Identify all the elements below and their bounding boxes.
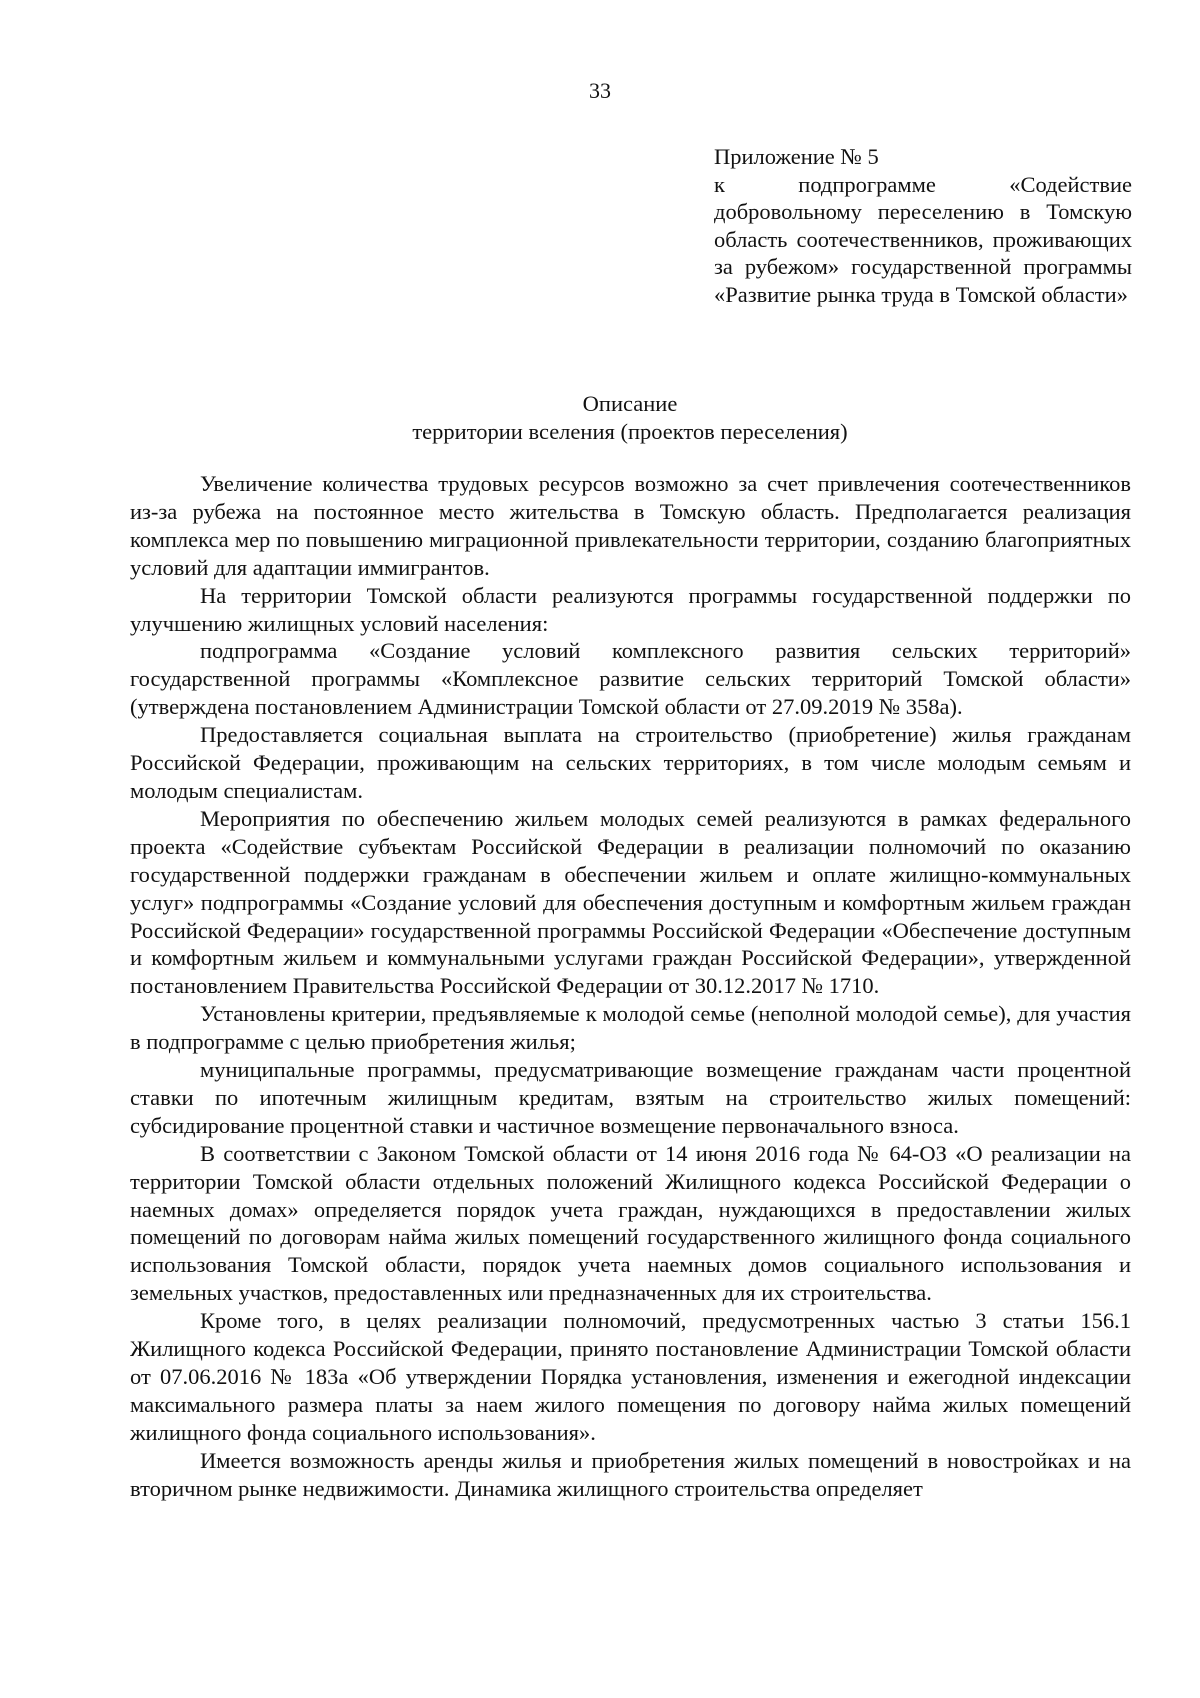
- paragraph: На территории Томской области реализуются программы государственной поддержки по улучшению жилищных условий населения:: [130, 582, 1131, 636]
- paragraph: муниципальные программы, предусматривающие возмещение гражданам части процентной ставки по ипотечным жилищным кредитам, взятым на строительство жилых помещений: субсидирование процентной ставки и частичное возмещение первоначального взноса.: [130, 1057, 1131, 1138]
- paragraph: Установлены критерии, предъявляемые к молодой семье (неполной молодой семье), для участия в подпрограмме с целью приобретения жилья;: [130, 1001, 1131, 1055]
- paragraph: В соответствии с Законом Томской области от 14 июня 2016 года № 64-ОЗ «О реализации на территории Томской области отдельных положений Жилищного кодекса Российской Федерации о наемных домах» определяется порядок учета граждан, нуждающихся в предоставлении жилых помещений по договорам найма жилых помещений государственного жилищного фонда социального использования Томской области, порядок учета наемных домов социального использования и земельных участков, предоставленных или предназначенных для их строительства.: [130, 1140, 1131, 1306]
- appendix-header: [714, 143, 1132, 308]
- paragraph: Имеется возможность аренды жилья и приобретения жилых помещений в новостройках и на вторичном рынке недвижимости. Динамика жилищного строительства определяет: [130, 1447, 1131, 1501]
- paragraph: Предоставляется социальная выплата на строительство (приобретение) жилья гражданам Российской Федерации, проживающим на сельских территориях, в том числе молодым семьям и молодым специалистам.: [130, 722, 1131, 803]
- document-title: [0, 390, 1200, 445]
- appendix-number: Приложение № 5: [714, 144, 879, 169]
- paragraph: подпрограмма «Создание условий комплексного развития сельских территорий» государственной программы «Комплексное развитие сельских территорий Томской области» (утверждена постановлением Администрации Томской области от 27.09.2019 № 358а).: [130, 638, 1131, 720]
- document-body: [130, 470, 1131, 1503]
- paragraph: Увеличение количества трудовых ресурсов возможно за счет привлечения соотечественников из-за рубежа на постоянное место жительства в Томскую область. Предполагается реализация комплекса мер по повышению миграционной привлекательности территории, созданию благоприятных условий для адаптации иммигрантов.: [130, 471, 1131, 580]
- title-line-1: Описание: [582, 391, 678, 416]
- page-number: 33: [589, 78, 611, 103]
- appendix-reference: к подпрограмме «Содействие добровольному переселению в Томскую область соотечественников, проживающих за рубежом» государственной программы «Развитие рынка труда в Томской области»: [714, 171, 1132, 307]
- paragraph: Кроме того, в целях реализации полномочий, предусмотренных частью 3 статьи 156.1 Жилищного кодекса Российской Федерации, принято постановление Администрации Томской области от 07.06.2016 № 183а «Об утверждении Порядка установления, изменения и ежегодной индексации максимального размера платы за наем жилого помещения по договору найма жилых помещений жилищного фонда социального использования».: [130, 1308, 1131, 1445]
- paragraph: Мероприятия по обеспечению жильем молодых семей реализуются в рамках федерального проекта «Содействие субъектам Российской Федерации в реализации полномочий по оказанию государственной поддержки гражданам в обеспечении жильем и оплате жилищно-коммунальных услуг» подпрограммы «Создание условий для обеспечения доступным и комфортным жильем граждан Российской Федерации» государственной программы Российской Федерации «Обеспечение доступным и комфортным жильем и коммунальными услугами граждан Российской Федерации», утвержденной постановлением Правительства Российской Федерации от 30.12.2017 № 1710.: [130, 805, 1131, 999]
- title-line-2: территории вселения (проектов переселения): [412, 418, 848, 444]
